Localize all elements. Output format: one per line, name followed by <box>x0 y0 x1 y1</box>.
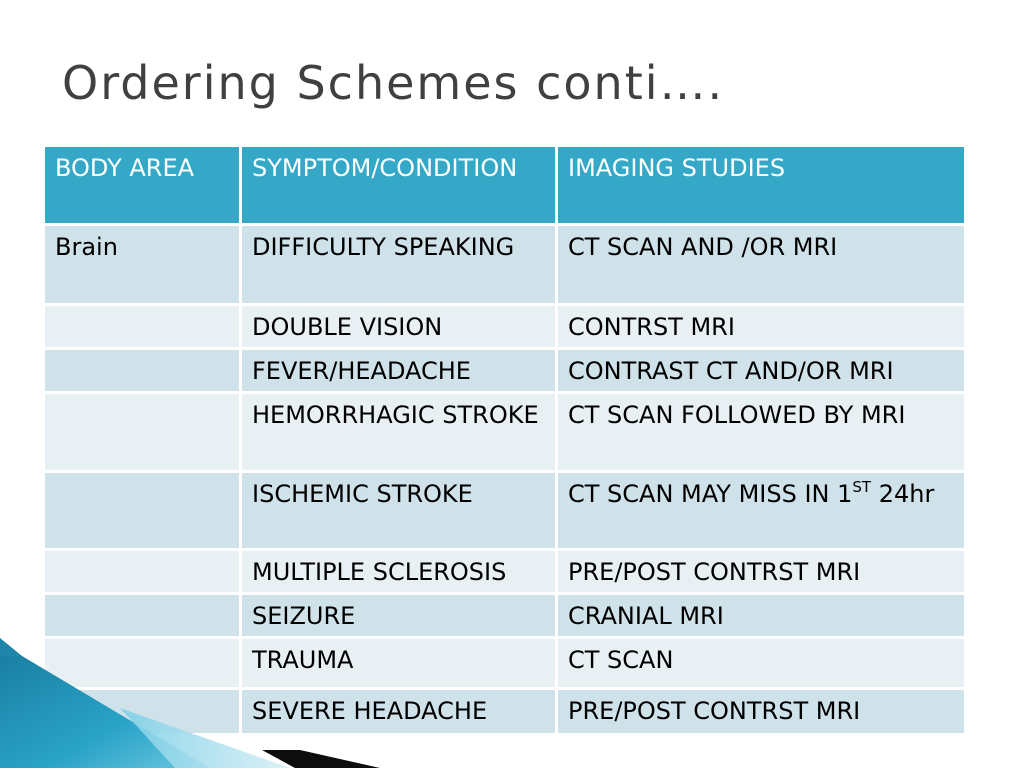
table-row <box>44 550 966 594</box>
cell-body-area <box>44 594 241 638</box>
table-row <box>44 225 966 305</box>
slide-title: Ordering Schemes conti…. <box>62 56 725 110</box>
cell-imaging: PRE/POST CONTRST MRI <box>557 689 966 735</box>
cell-condition: FEVER/HEADACHE <box>241 349 557 393</box>
cell-body-area <box>44 393 241 472</box>
table-row <box>44 349 966 393</box>
cell-imaging: CT SCAN <box>557 638 966 689</box>
imaging-text: CT SCAN MAY MISS IN 1 <box>568 480 853 508</box>
table-row <box>44 305 966 349</box>
table-row <box>44 594 966 638</box>
swoosh-tip <box>0 638 22 656</box>
cell-condition: ISCHEMIC STROKE <box>241 472 557 550</box>
imaging-text-tail: 24hr <box>871 480 935 508</box>
cell-body-area <box>44 349 241 393</box>
table-header-row <box>44 146 966 225</box>
header-imaging-studies: IMAGING STUDIES <box>557 146 966 225</box>
cell-condition: DIFFICULTY SPEAKING <box>241 225 557 305</box>
cell-condition: SEVERE HEADACHE <box>241 689 557 735</box>
cell-condition: MULTIPLE SCLEROSIS <box>241 550 557 594</box>
cell-imaging: PRE/POST CONTRST MRI <box>557 550 966 594</box>
ordinal-superscript: ST <box>852 478 872 496</box>
cell-imaging: CRANIAL MRI <box>557 594 966 638</box>
decorative-corner-swoosh <box>0 638 1024 768</box>
cell-condition: SEIZURE <box>241 594 557 638</box>
cell-imaging <box>557 472 966 550</box>
cell-body-area <box>44 550 241 594</box>
cell-imaging: CT SCAN FOLLOWED BY MRI <box>557 393 966 472</box>
cell-body-area <box>44 472 241 550</box>
cell-imaging: CT SCAN AND /OR MRI <box>557 225 966 305</box>
cell-body-area: Brain <box>44 225 241 305</box>
table-row <box>44 472 966 550</box>
table-row <box>44 393 966 472</box>
header-body-area: BODY AREA <box>44 146 241 225</box>
cell-imaging: CONTRST MRI <box>557 305 966 349</box>
cell-condition: DOUBLE VISION <box>241 305 557 349</box>
cell-body-area <box>44 305 241 349</box>
header-symptom-condition: SYMPTOM/CONDITION <box>241 146 557 225</box>
cell-condition: HEMORRHAGIC STROKE <box>241 393 557 472</box>
cell-condition: TRAUMA <box>241 638 557 689</box>
cell-imaging: CONTRAST CT AND/OR MRI <box>557 349 966 393</box>
